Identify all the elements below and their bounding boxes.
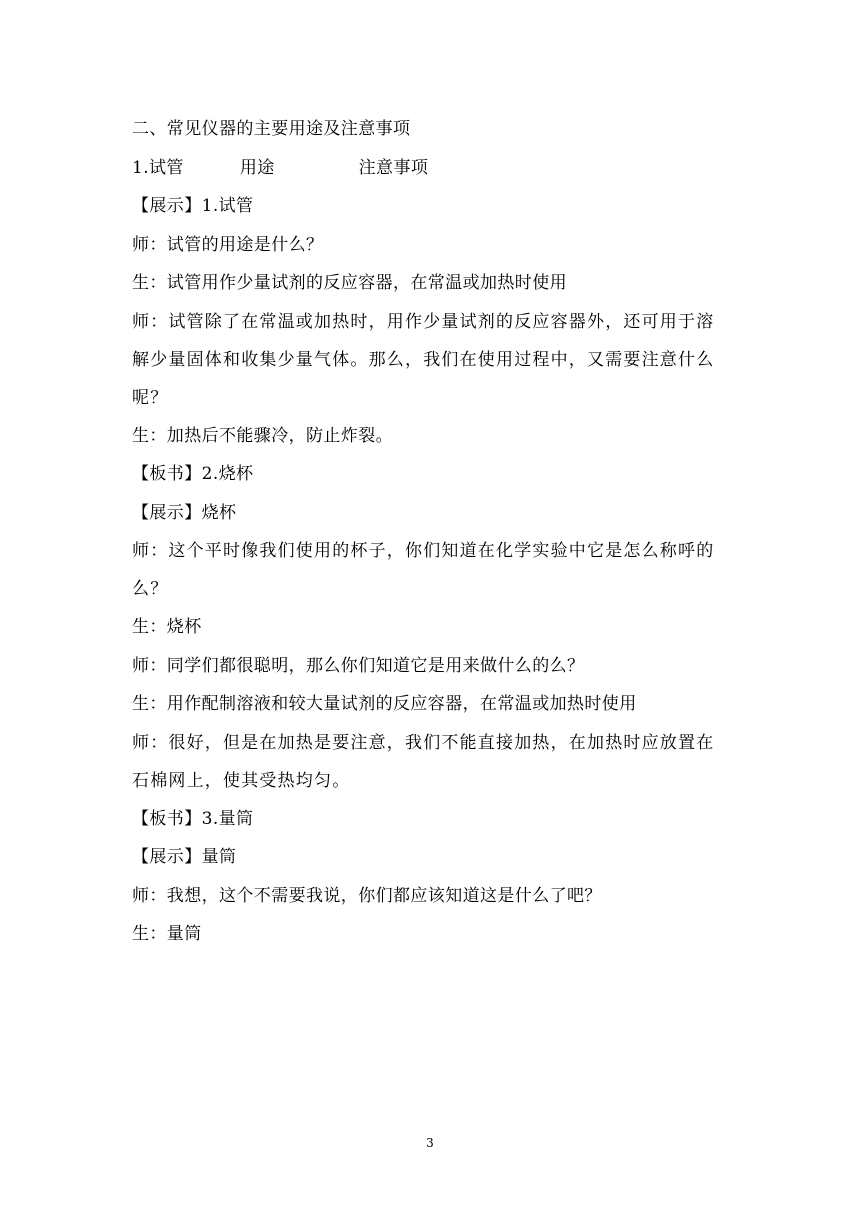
paragraph: 【展示】烧杯 xyxy=(132,502,237,523)
paragraph: 师：这个平时像我们使用的杯子，你们知道在化学实验中它是怎么称呼的么？ xyxy=(132,541,715,599)
paragraph: 生：量筒 xyxy=(132,924,202,944)
paragraph: 【板书】3.量筒 xyxy=(132,808,254,829)
paragraph: 师：同学们都很聪明，那么你们知道它是用来做什么的么？ xyxy=(132,655,585,676)
paragraph: 师：我想，这个不需要我说，你们都应该知道这是什么了吧？ xyxy=(132,885,602,906)
section-heading: 二、常见仪器的主要用途及注意事项 xyxy=(132,119,411,139)
paragraph: 师：很好，但是在加热是要注意，我们不能直接加热，在加热时应放置在石棉网上，使其受热均匀。 xyxy=(132,732,715,791)
page-body xyxy=(132,110,732,954)
paragraph: 【展示】1.试管 xyxy=(132,196,254,216)
paragraph: 生：用作配制溶液和较大量试剂的反应容器，在常温或加热时使用 xyxy=(132,694,637,714)
paragraph: 生：加热后不能骤冷，防止炸裂。 xyxy=(132,425,393,446)
paragraph: 生：试管用作少量试剂的反应容器，在常温或加热时使用 xyxy=(132,273,567,293)
usage-label: 用途 xyxy=(239,157,275,178)
notes-label: 注意事项 xyxy=(358,157,429,178)
paragraph: 【板书】2.烧杯 xyxy=(132,464,254,484)
page-number: 3 xyxy=(426,1136,434,1150)
paragraph: 生：烧杯 xyxy=(132,617,202,637)
paragraph: 师：试管除了在常温或加热时，用作少量试剂的反应容器外，还可用于溶解少量固体和收集少量气体。那么，我们在使用过程中，又需要注意什么呢？ xyxy=(132,311,715,408)
paragraph: 【展示】量筒 xyxy=(132,847,237,867)
table-header-row xyxy=(132,149,732,188)
item-label: 1.试管 xyxy=(132,157,184,178)
paragraph: 师：试管的用途是什么？ xyxy=(132,234,324,255)
